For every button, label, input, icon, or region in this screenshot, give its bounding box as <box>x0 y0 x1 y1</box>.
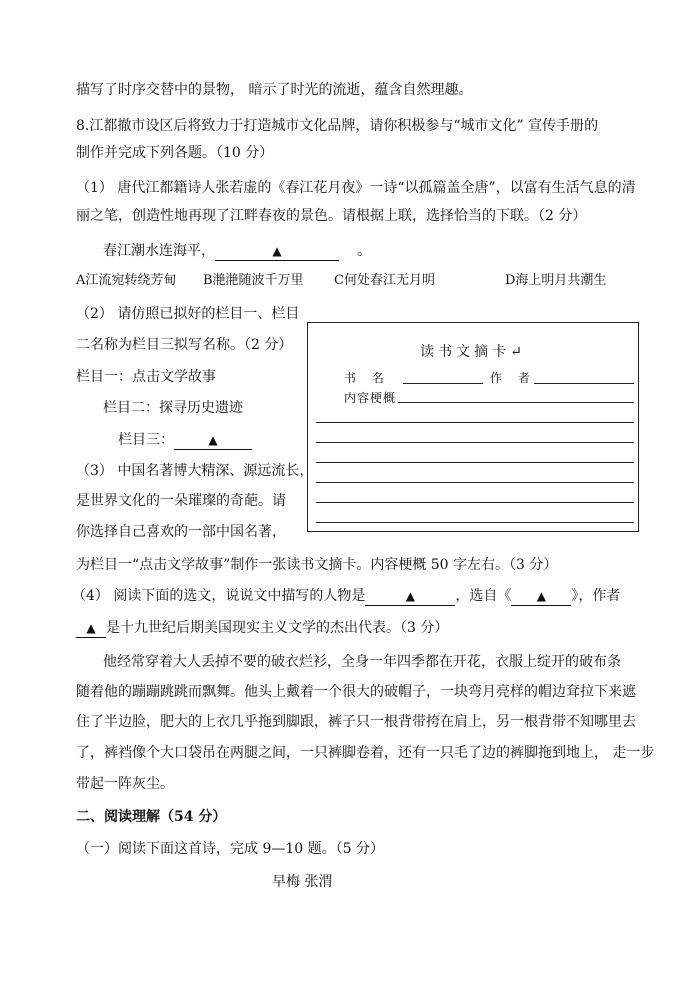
q8-1-option-b: B滟滟随波千万里 <box>203 273 304 288</box>
blank-triangle-icon: ▲ <box>272 244 282 258</box>
card-title: 读书文摘卡↵ <box>420 344 526 360</box>
couplet-end-mark: 。 <box>357 243 371 259</box>
column-three-label: 栏目三： <box>118 432 174 448</box>
q8-4-line2 <box>76 618 448 638</box>
card-book-label: 书 名 <box>344 371 390 385</box>
card-book-line[interactable] <box>403 383 483 384</box>
blank-triangle-icon: ▲ <box>86 621 96 635</box>
card-writing-line[interactable] <box>316 422 634 423</box>
q8-3-line1: （3） 中国名著博大精深、源远流长， <box>76 463 314 479</box>
q8-stem-line2: 制作并完成下列各题。（10 分） <box>76 145 274 161</box>
character-blank[interactable] <box>365 588 455 606</box>
q8-4-line1 <box>72 586 620 606</box>
passage-line: 住了半边脸，肥大的上衣几乎拖到脚跟，裤子只一根背带挎在肩上，另一根背带不知哪里去 <box>76 714 636 730</box>
card-summary-label: 内容梗概 <box>344 391 397 405</box>
q8-2-line2: 二名称为栏目三拟写名称。（2 分） <box>76 337 293 353</box>
q8-stem-line1: 8.江都撤市设区后将致力于打造城市文化品牌，请你积极参与“城市文化” 宣传手册的 <box>76 118 599 134</box>
q8-3-line4: 为栏目一“点击文学故事”制作一张读书文摘卡。内容梗概 50 字左右。（3 分） <box>76 557 558 573</box>
section-two-sub1: （一）阅读下面这首诗，完成 9—10 题。（5 分） <box>76 841 384 857</box>
q8-4-prefix: （4） 阅读下面的选文，说说文中描写的人物是 <box>72 588 366 604</box>
column-one: 栏目一：点击文学故事 <box>76 369 216 385</box>
reading-card <box>307 322 639 532</box>
blank-triangle-icon: ▲ <box>405 589 415 603</box>
card-summary-line[interactable] <box>398 402 634 403</box>
couplet-answer-blank[interactable] <box>215 243 339 261</box>
q8-1-option-c: C何处春江无月明 <box>334 273 435 288</box>
q8-1-line1: （1） 唐代江都籍诗人张若虚的《春江花月夜》一诗“以孤篇盖全唐”，以富有生活气息的清 <box>76 180 636 196</box>
q8-2-line1: （2） 请仿照已拟好的栏目一、栏目 <box>76 306 300 322</box>
q8-1-couplet <box>103 241 371 261</box>
poem-title: 早梅 张渭 <box>272 874 333 890</box>
card-author-label: 作 者 <box>490 371 536 385</box>
blank-triangle-icon: ▲ <box>536 589 546 603</box>
card-writing-line[interactable] <box>316 442 634 443</box>
column-three-blank[interactable] <box>174 432 252 450</box>
card-writing-line[interactable] <box>316 522 634 523</box>
passage-line: 带起一阵灰尘。 <box>76 776 174 792</box>
column-two: 栏目二：探寻历史遗迹 <box>103 400 243 416</box>
author-blank[interactable] <box>76 620 106 638</box>
q8-1-option-d: D海上明月共潮生 <box>505 273 607 288</box>
card-writing-line[interactable] <box>316 482 634 483</box>
section-two-heading: 二、阅读理解（54 分） <box>76 809 227 825</box>
q8-3-line3: 你选择自己喜欢的一部中国名著， <box>76 524 286 540</box>
passage-line: 他经常穿着大人丢掉不要的破衣烂衫，全身一年四季都在开花，衣服上绽开的破布条 <box>103 654 621 670</box>
q8-1-line2: 丽之笔，创造性地再现了江畔春夜的景色。请根据上联，选择恰当的下联。（2 分） <box>76 208 587 224</box>
blank-triangle-icon: ▲ <box>208 433 218 447</box>
card-writing-line[interactable] <box>316 462 634 463</box>
q8-4-line2-text: 是十九世纪后期美国现实主义文学的杰出代表。（3 分） <box>106 620 449 636</box>
book-title-blank[interactable] <box>511 588 571 606</box>
card-author-line[interactable] <box>534 383 634 384</box>
card-writing-line[interactable] <box>316 502 634 503</box>
q8-3-line2: 是世界文化的一朵璀璨的奇葩。请 <box>76 493 286 509</box>
passage-line: 随着他的蹦蹦跳跳而飘舞。他头上戴着一个很大的破帽子，一块弯月亮样的帽边耷拉下来遮 <box>76 684 636 700</box>
couplet-upper: 春江潮水连海平， <box>103 243 215 259</box>
q8-1-option-a: A江流宛转绕芳甸 <box>76 273 177 288</box>
q8-4-suffix: 》，作者 <box>571 588 621 604</box>
paragraph-end: 描写了时序交替中的景物， 暗示了时光的流逝，蕴含自然理趣。 <box>76 82 473 98</box>
column-three <box>118 430 252 450</box>
q8-4-mid: ，选自《 <box>455 588 512 604</box>
passage-line: 了，裤裆像个大口袋吊在两腿之间，一只裤脚卷着，还有一只毛了边的裤脚拖到地上， 走一步 <box>76 745 655 761</box>
